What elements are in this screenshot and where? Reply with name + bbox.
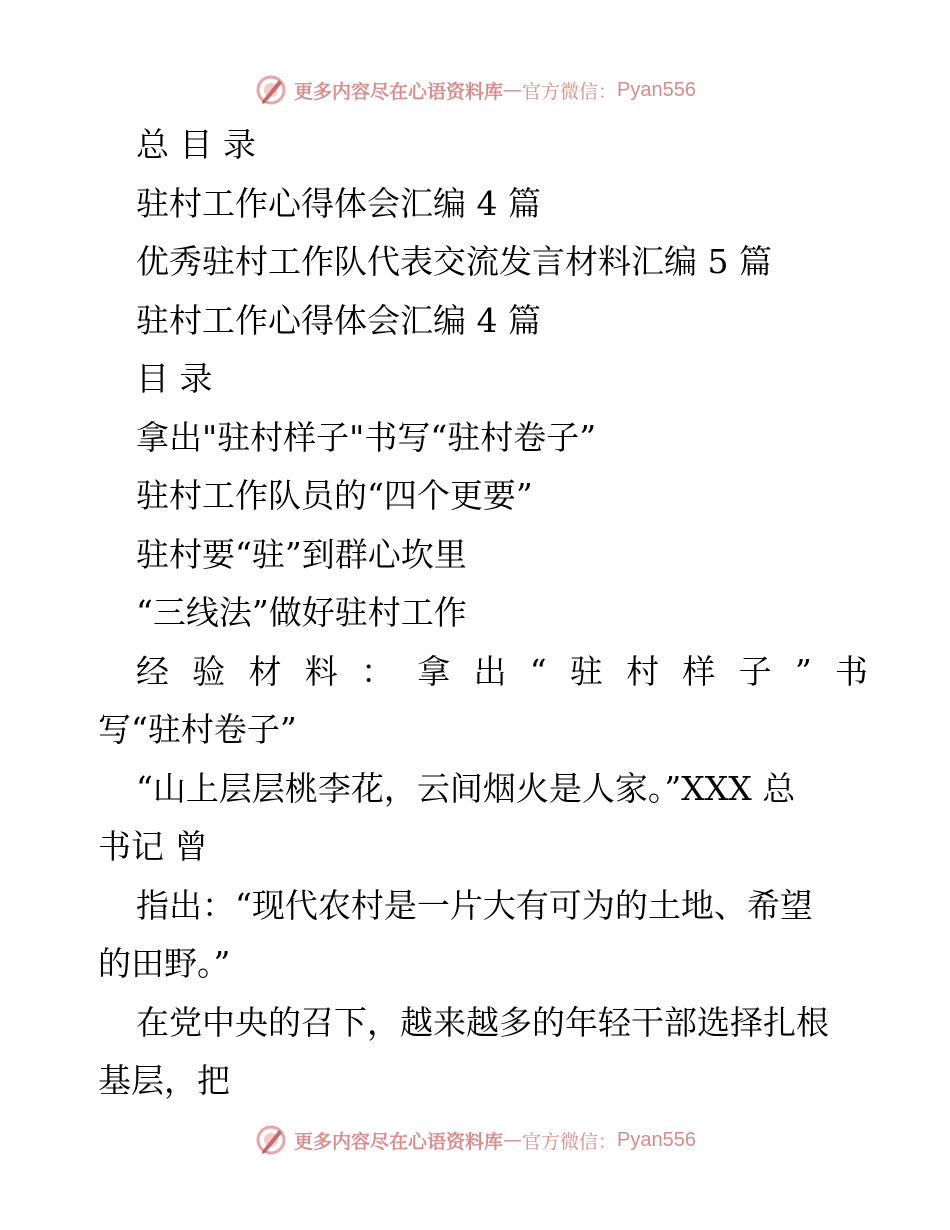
pen-logo-icon [254,1123,288,1157]
paragraph-line: 基层，把 [98,1061,230,1100]
toc-entry: 驻村要“驻”到群心坎里 [136,534,467,574]
toc-entry: 优秀驻村工作队代表交流发言材料汇编 5 篇 [136,242,772,281]
toc-entry: “三线法”做好驻村工作 [136,593,467,632]
heading-total-toc: 总 目 录 [136,125,256,164]
heading-toc: 目 录 [136,359,213,398]
watermark-dash: — [503,79,523,101]
watermark-text: 更多内容尽在心语资料库 [294,80,504,103]
article-title-line: 写“驻村卷子” [98,710,297,749]
watermark-dash: — [503,1129,523,1151]
document-body [98,116,868,1111]
toc-entry: 驻村工作队员的“四个更要” [136,476,533,515]
section-title: 驻村工作心得体会汇编 4 篇 [136,300,541,340]
watermark-wechat-label: 官方微信： [522,1130,618,1153]
watermark-text: 更多内容尽在心语资料库 [294,1130,504,1153]
paragraph-line: 书记 曾 [98,827,208,866]
paragraph-line: 的田野。” [98,944,231,983]
paragraph-line: 在党中央的召下，越来越多的年轻干部选择扎根 [136,1002,829,1042]
watermark-wechat-id: Pyan556 [617,1128,696,1151]
watermark-wechat-label: 官方微信： [522,80,618,103]
toc-entry: 驻村工作心得体会汇编 4 篇 [136,183,541,223]
paragraph-line: “山上层层桃李花，云间烟火是人家。”XXX 总 [136,768,796,808]
watermark-wechat-id: Pyan556 [617,78,696,101]
pen-logo-icon [254,73,288,107]
footer-watermark [0,1120,950,1160]
toc-entry: 拿出"驻村样子"书写“驻村卷子” [136,417,597,457]
paragraph-line: 指出：“现代农村是一片大有可为的土地、希望 [136,885,813,925]
header-watermark [0,70,950,110]
article-title-line: 经验材料：拿出“驻村样子”书 [136,651,868,691]
